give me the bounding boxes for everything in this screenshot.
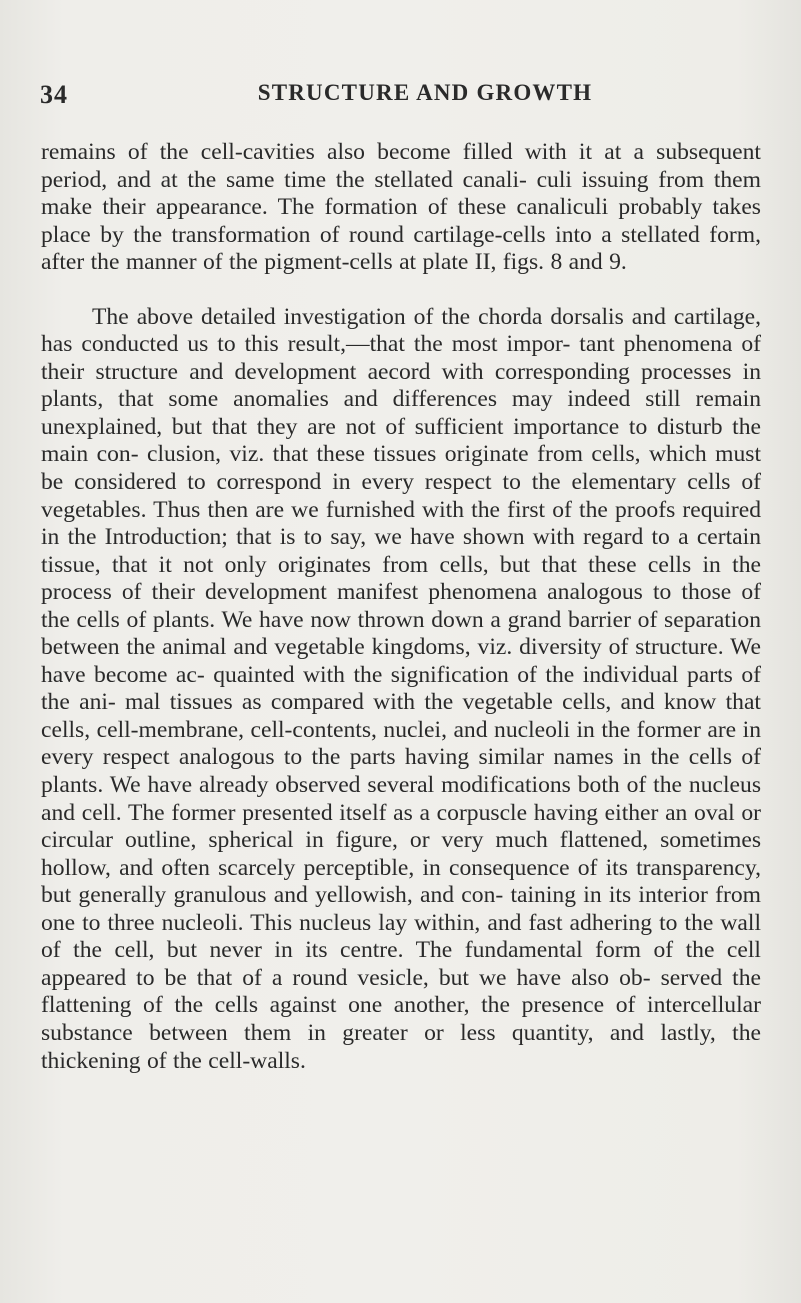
paragraph-continued: remains of the cell-cavities also become filled with it at a subsequent period, and at the same time the stellated canali- culi issuing from them make their appearance. The formation of these canaliculi probably takes place by the transformation of round cartilage-cells into a stellated form, after the manner of the pigment-cells at plate II, figs. 8 and 9. [41, 139, 761, 276]
running-head [40, 80, 760, 114]
page-number: 34 [40, 80, 68, 109]
paragraph-chorda-dorsalis: The above detailed investigation of the chorda dorsalis and cartilage, has conducted us to this result,—that the most impor- tant phenomena of their structure and development aecord with corresponding processes in plants, that some anomalies and differences may indeed still remain unexplained, but that they are not of sufficient importance to disturb the main con- clusion, viz. that these tissues originate from cells, which must be considered to correspond in every respect to the elementary cells of vegetables. Thus then are we furnished with the first of the proofs required in the Introduction; that is to say, we have shown with regard to a certain tissue, that it not only originates from cells, but that these cells in the process of their development manifest phenomena analogous to those of the cells of plants. We have now thrown down a grand barrier of separation between the animal and vegetable kingdoms, viz. diversity of structure. We have become ac- quainted with the signification of the individual parts of the ani- mal tissues as compared with the vegetable cells, and know that cells, cell-membrane, cell-contents, nuclei, and nucleoli in the former are in every respect analogous to the parts having similar names in the cells of plants. We have already observed several modifications both of the nucleus and cell. The former presented itself as a corpuscle having either an oval or circular outline, spherical in figure, or very much flattened, sometimes hollow, and often scarcely perceptible, in consequence of its transparency, but generally granulous and yellowish, and con- taining in its interior from one to three nucleoli. This nucleus lay within, and fast adhering to the wall of the cell, but never in its centre. The fundamental form of the cell appeared to be that of a round vesicle, but we have also ob- served the flattening of the cells against one another, the presence of intercellular substance between them in greater or less quantity, and lastly, the thickening of the cell-walls. [41, 303, 761, 1074]
running-title: STRUCTURE AND GROWTH [257, 80, 593, 105]
body-text [41, 139, 761, 1075]
